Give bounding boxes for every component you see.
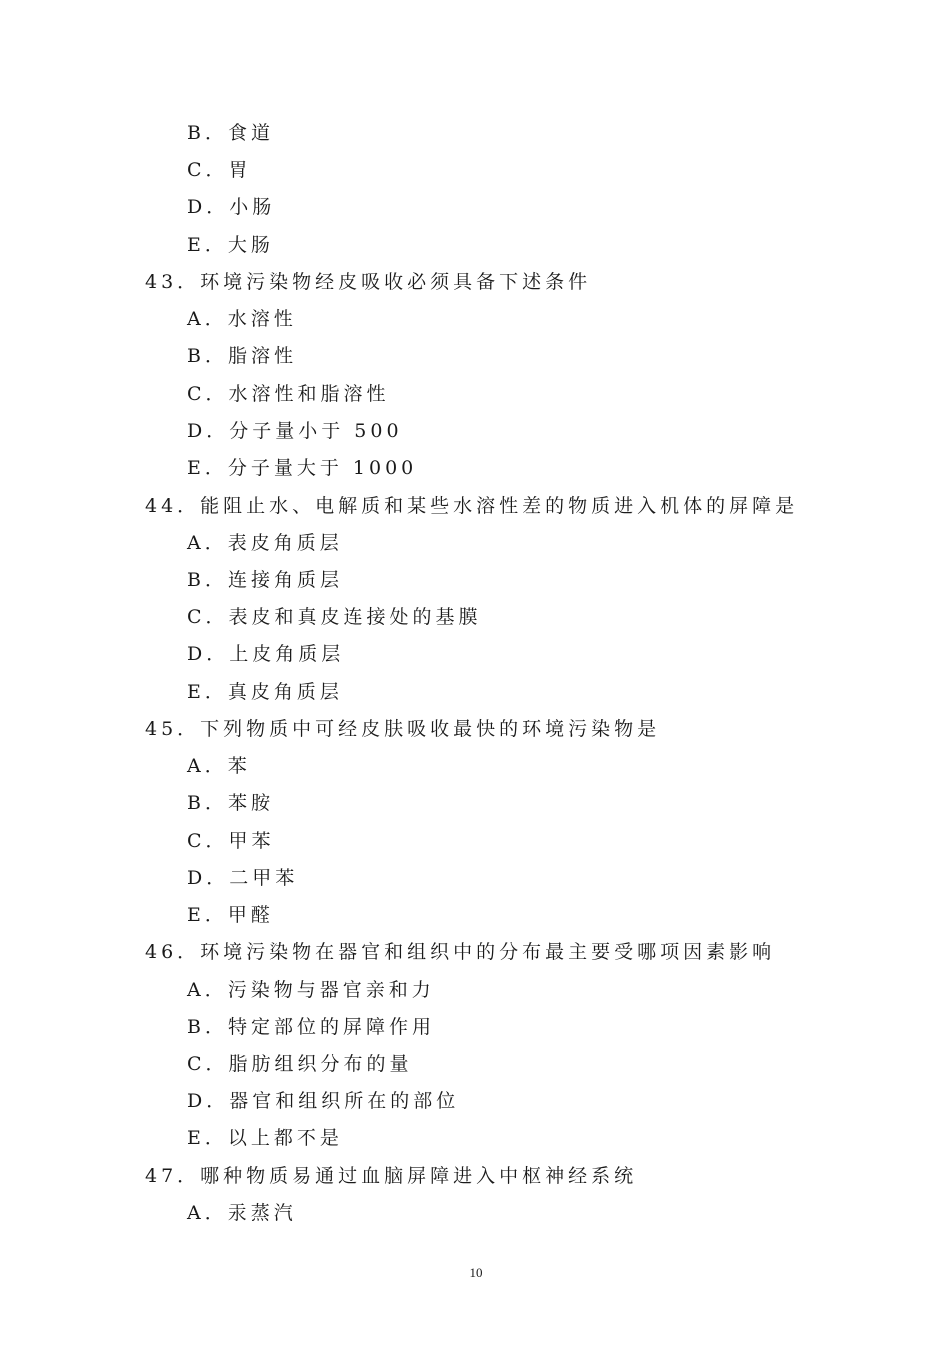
option-line: D．分子量小于 500 <box>187 420 403 442</box>
option-line: C．水溶性和脂溶性 <box>187 383 390 405</box>
option-line: A．汞蒸汽 <box>187 1202 297 1224</box>
option-line: E．分子量大于 1000 <box>187 457 418 479</box>
option-line: E．真皮角质层 <box>187 681 343 703</box>
option-line: E．大肠 <box>187 234 274 256</box>
option-line: E．甲醛 <box>187 904 274 926</box>
option-line: B．食道 <box>187 122 274 144</box>
option-line: C．脂肪组织分布的量 <box>187 1053 413 1075</box>
option-line: B．脂溶性 <box>187 345 297 367</box>
question-line: 46．环境污染物在器官和组织中的分布最主要受哪项因素影响 <box>145 941 776 963</box>
question-line: 44．能阻止水、电解质和某些水溶性差的物质进入机体的屏障是 <box>145 495 799 517</box>
option-line: D．小肠 <box>187 196 276 218</box>
option-line: A．表皮角质层 <box>187 532 343 554</box>
question-line: 43．环境污染物经皮吸收必须具备下述条件 <box>145 271 592 293</box>
option-line: C．表皮和真皮连接处的基膜 <box>187 606 482 628</box>
option-line: D．上皮角质层 <box>187 643 345 665</box>
option-line: D．二甲苯 <box>187 867 299 889</box>
page-number: 10 <box>469 1265 483 1280</box>
option-line: A．苯 <box>187 755 251 777</box>
option-line: A．水溶性 <box>187 308 297 330</box>
option-line: A．污染物与器官亲和力 <box>187 979 435 1001</box>
option-line: C．甲苯 <box>187 830 275 852</box>
option-line: B．特定部位的屏障作用 <box>187 1016 435 1038</box>
question-line: 47．哪种物质易通过血脑屏障进入中枢神经系统 <box>145 1165 638 1187</box>
option-line: B．苯胺 <box>187 792 274 814</box>
option-line: D．器官和组织所在的部位 <box>187 1090 460 1112</box>
option-line: B．连接角质层 <box>187 569 343 591</box>
option-line: E．以上都不是 <box>187 1127 343 1149</box>
option-line: C．胃 <box>187 159 252 181</box>
question-line: 45．下列物质中可经皮肤吸收最快的环境污染物是 <box>145 718 661 740</box>
